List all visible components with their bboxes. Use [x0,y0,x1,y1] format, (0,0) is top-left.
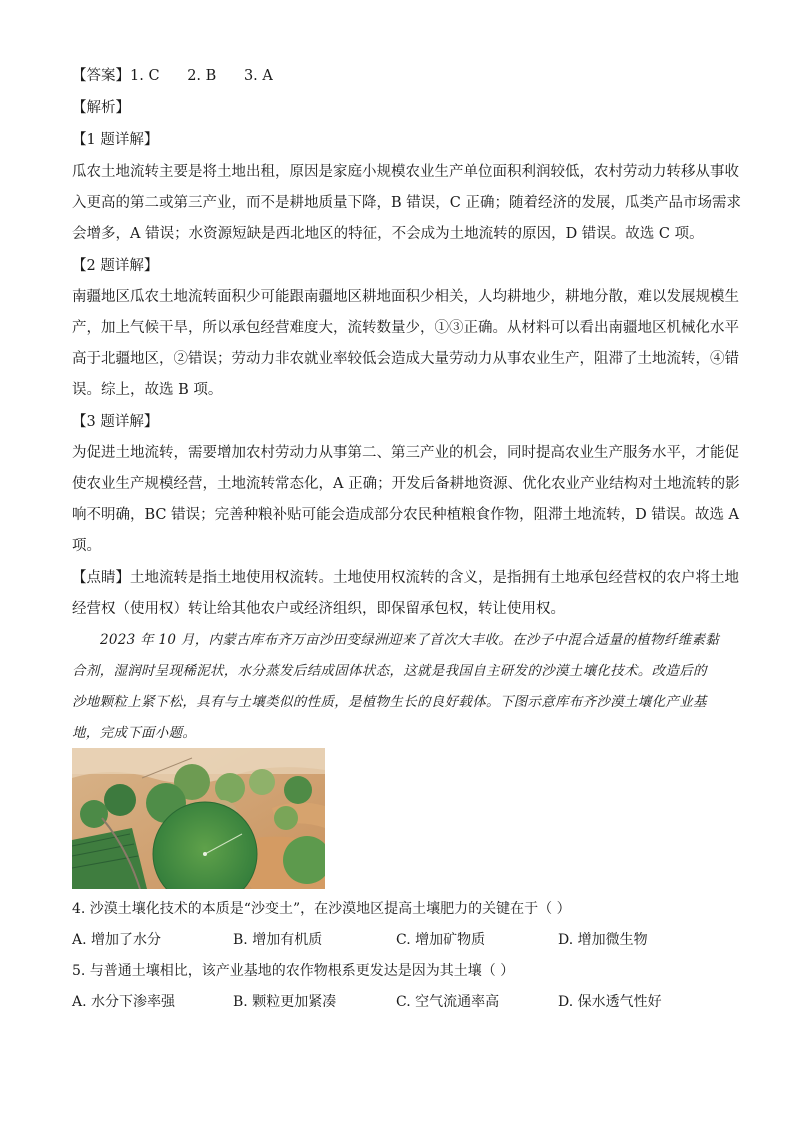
answer-label: 【答案】 [72,68,130,84]
q2-line: 南疆地区瓜农土地流转面积少可能跟南疆地区耕地面积少相关，人均耕地少，耕地分散，难以发展规模生 [72,289,739,305]
q3-line: 为促进土地流转，需要增加农村劳动力从事第二、第三产业的机会，同时提高农业生产服务水平，才能促 [72,445,739,461]
q1-line: 入更高的第二或第三产业，而不是耕地质量下降，B 错误，C 正确；随着经济的发展，瓜类产品市场需求 [72,195,741,211]
question-4-stem: 4. 沙漠土壤化技术的本质是“沙变土”，在沙漠地区提高土壤肥力的关键在于（ ） [72,901,571,917]
q3-line: 响不明确，BC 错误；完善种粮补贴可能会造成部分农民种植粮食作物，阻滞土地流转，D 错误。故选 A [72,507,739,523]
q3-line: 使农业生产规模经营，土地流转常态化，A 正确；开发后备耕地资源、优化农业产业结构对土地流转的影 [72,476,740,492]
material-line: 2023 年 10 月，内蒙古库布齐万亩沙田变绿洲迎来了首次大丰收。在沙子中混合适量的植物纤维素黏 [100,632,720,648]
question-4-option-d[interactable]: D. 增加微生物 [558,932,648,948]
q2-line: 误。综上，故选 B 项。 [72,382,223,398]
material-line: 合剂，湿润时呈现稀泥状，水分蒸发后结成固体状态，这就是我国自主研发的沙漠土壤化技术。改造后的 [72,663,707,679]
material-line: 沙地颗粒上紧下松，具有与土壤类似的性质，是植物生长的良好载体。下图示意库布齐沙漠土壤化产业基 [72,694,707,710]
q1-line: 会增多，A 错误；水资源短缺是西北地区的特征，不会成为土地流转的原因，D 错误。故选 C 项。 [72,226,704,242]
q2-line: 产，加上气候干旱，所以承包经营难度大，流转数量少，①③正确。从材料可以看出南疆地区机械化水平 [72,320,739,336]
question-5-option-d[interactable]: D. 保水透气性好 [558,994,662,1010]
question-4-option-c[interactable]: C. 增加矿物质 [396,932,486,948]
question-5-option-c[interactable]: C. 空气流通率高 [396,994,500,1010]
q2-line: 高于北疆地区，②错误；劳动力非农就业率较低会造成大量劳动力从事农业生产，阻滞了土地流转，④错 [72,351,739,367]
q2-title: 【2 题详解】 [72,258,159,274]
dianjing-line: 【点睛】土地流转是指土地使用权流转。土地使用权流转的含义，是指拥有土地承包经营权的农户将土地 [72,570,739,586]
q1-line: 瓜农土地流转主要是将土地出租，原因是家庭小规模农业生产单位面积利润较低，农村劳动力转移从事收 [72,164,739,180]
question-5-option-a[interactable]: A. 水分下渗率强 [72,994,176,1010]
question-5-option-b[interactable]: B. 颗粒更加紧凑 [233,994,337,1010]
q1-title: 【1 题详解】 [72,132,159,148]
q3-line: 项。 [72,538,101,554]
analysis-label: 【解析】 [72,100,130,116]
dianjing-line: 经营权（使用权）转让给其他农户或经济组织，即保留承包权，转让使用权。 [72,601,565,617]
question-4-option-b[interactable]: B. 增加有机质 [233,932,323,948]
answer-values: 1. C 2. B 3. A [130,68,273,84]
question-5-stem: 5. 与普通土壤相比，该产业基地的农作物根系更发达是因为其土壤（ ） [72,963,515,979]
question-4-option-a[interactable]: A. 增加了水分 [72,932,162,948]
material-line: 地，完成下面小题。 [72,725,197,741]
answer-line [72,66,273,86]
desert-farm-aerial-photo [72,748,325,889]
q3-title: 【3 题详解】 [72,414,159,430]
